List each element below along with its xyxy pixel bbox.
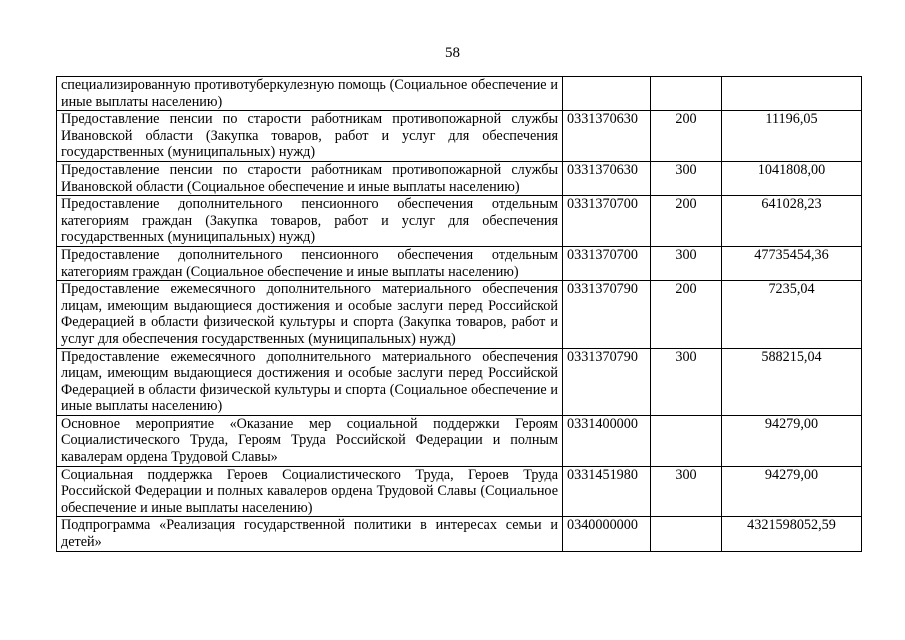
row-expense-type [651, 517, 722, 551]
row-target-code: 0331370790 [563, 348, 651, 415]
page-number: 58 [445, 45, 460, 61]
row-expense-type: 200 [651, 281, 722, 348]
row-amount: 11196,05 [722, 111, 862, 162]
row-expense-type [651, 77, 722, 111]
row-description: Предоставление ежемесячного дополнительного материального обеспечения лицам, имеющим выдающиеся достижения и особые заслуги перед Российской Федерацией в области физической культуры и спорта (Закупка товаров, работ и услуг для обеспечения государственных (муниципальных) нужд) [57, 281, 563, 348]
row-expense-type: 300 [651, 348, 722, 415]
row-description: Предоставление ежемесячного дополнительного материального обеспечения лицам, имеющим выдающиеся достижения и особые заслуги перед Российской Федерацией в области физической культуры и спорта (Социальное обеспечение и иные выплаты населению) [57, 348, 563, 415]
budget-table [56, 76, 862, 552]
row-target-code: 0331451980 [563, 466, 651, 517]
table-row [57, 466, 862, 517]
table-row [57, 77, 862, 111]
row-description: Подпрограмма «Реализация государственной политики в интересах семьи и детей» [57, 517, 563, 551]
table-row [57, 348, 862, 415]
table-row [57, 246, 862, 280]
row-expense-type: 200 [651, 196, 722, 247]
row-expense-type: 300 [651, 161, 722, 195]
row-amount: 1041808,00 [722, 161, 862, 195]
row-target-code: 0331370630 [563, 161, 651, 195]
table-row [57, 281, 862, 348]
table-row [57, 111, 862, 162]
row-expense-type: 300 [651, 246, 722, 280]
row-target-code: 0340000000 [563, 517, 651, 551]
row-target-code [563, 77, 651, 111]
row-amount: 641028,23 [722, 196, 862, 247]
row-description: Предоставление пенсии по старости работникам противопожарной службы Ивановской области (Социальное обеспечение и иные выплаты населению) [57, 161, 563, 195]
row-description: Предоставление дополнительного пенсионного обеспечения отдельным категориям граждан (Закупка товаров, работ и услуг для обеспечения государственных (муниципальных) нужд) [57, 196, 563, 247]
table-row [57, 415, 862, 466]
row-description: Предоставление дополнительного пенсионного обеспечения отдельным категориям граждан (Социальное обеспечение и иные выплаты населению) [57, 246, 563, 280]
row-amount: 47735454,36 [722, 246, 862, 280]
row-amount: 94279,00 [722, 415, 862, 466]
table-row [57, 196, 862, 247]
row-target-code: 0331370700 [563, 246, 651, 280]
row-amount: 94279,00 [722, 466, 862, 517]
row-amount: 7235,04 [722, 281, 862, 348]
row-expense-type: 200 [651, 111, 722, 162]
row-target-code: 0331370630 [563, 111, 651, 162]
table-row [57, 517, 862, 551]
row-description: Предоставление пенсии по старости работникам противопожарной службы Ивановской области (Закупка товаров, работ и услуг для обеспечения государственных (муниципальных) нужд) [57, 111, 563, 162]
row-description: Основное мероприятие «Оказание мер социальной поддержки Героям Социалистического Труда, Героям Труда Российской Федерации и полным кавалерам ордена Трудовой Славы» [57, 415, 563, 466]
row-target-code: 0331400000 [563, 415, 651, 466]
row-expense-type: 300 [651, 466, 722, 517]
row-description: специализированную противотуберкулезную помощь (Социальное обеспечение и иные выплаты населению) [57, 77, 563, 111]
table-row [57, 161, 862, 195]
row-description: Социальная поддержка Героев Социалистического Труда, Героев Труда Российской Федерации и полных кавалеров ордена Трудовой Славы (Социальное обеспечение и иные выплаты населению) [57, 466, 563, 517]
row-target-code: 0331370790 [563, 281, 651, 348]
row-target-code: 0331370700 [563, 196, 651, 247]
row-amount: 588215,04 [722, 348, 862, 415]
row-amount: 4321598052,59 [722, 517, 862, 551]
row-expense-type [651, 415, 722, 466]
row-amount [722, 77, 862, 111]
